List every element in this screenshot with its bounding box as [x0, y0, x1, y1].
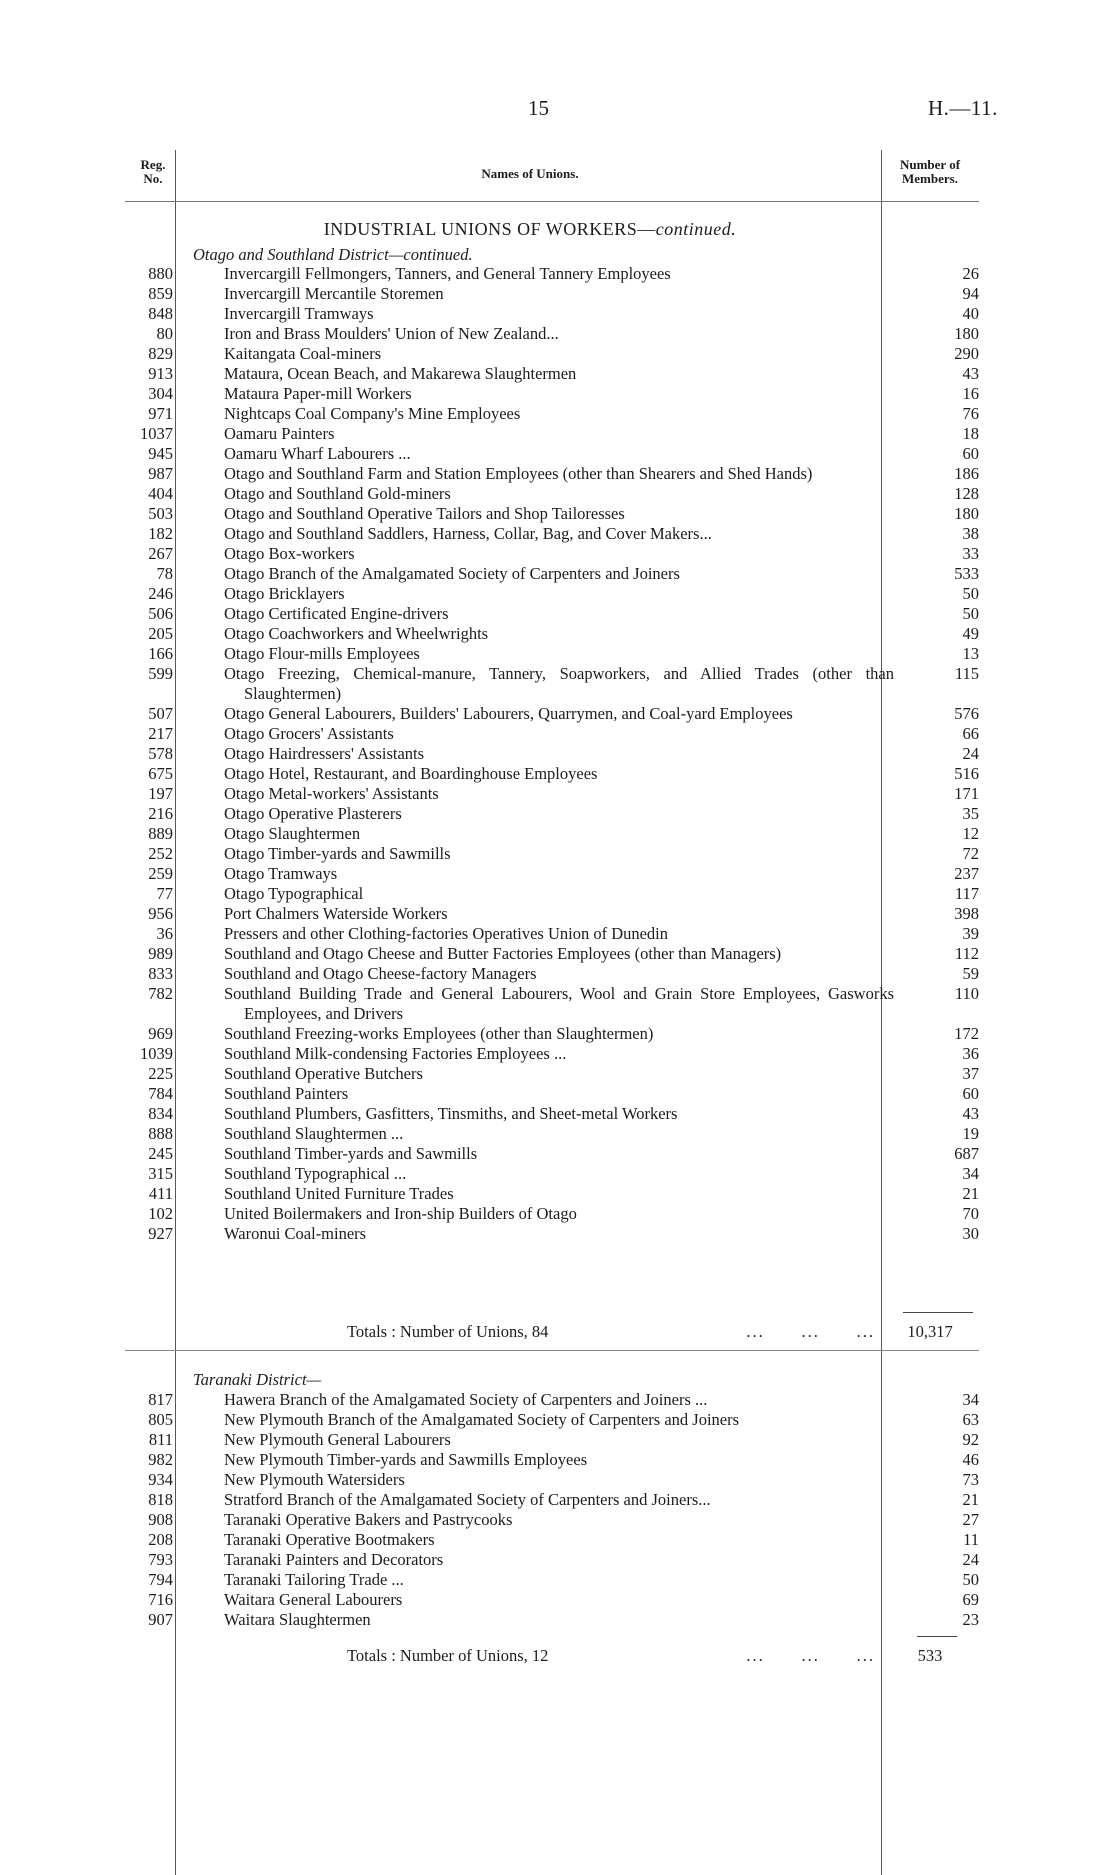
- reg-number: 913: [148, 364, 173, 383]
- reg-number: 969: [148, 1024, 173, 1043]
- table-row: [125, 624, 979, 644]
- table-row: [125, 924, 979, 944]
- member-count: 43: [962, 1104, 979, 1123]
- totals-count: 10,317: [907, 1322, 953, 1341]
- table-row: [125, 1390, 979, 1410]
- union-name: Otago Certificated Engine-drivers: [224, 604, 449, 623]
- reg-number: 578: [148, 744, 173, 763]
- reg-number: 782: [148, 984, 173, 1003]
- reg-number: 259: [148, 864, 173, 883]
- column-header-reg: Reg. No.: [140, 157, 166, 186]
- union-name: Taranaki Operative Bakers and Pastrycooks: [224, 1510, 513, 1529]
- union-name: Otago Box-workers: [224, 544, 355, 563]
- header-rule: [125, 201, 979, 202]
- reg-number: 404: [148, 484, 173, 503]
- table-row: [125, 824, 979, 844]
- table-row: [125, 864, 979, 884]
- member-count: 23: [962, 1610, 979, 1629]
- table-row: [125, 264, 979, 284]
- union-name: Otago Coachworkers and Wheelwrights: [224, 624, 489, 643]
- table-row: [125, 424, 979, 444]
- union-name: Waitara Slaughtermen: [224, 1610, 371, 1629]
- member-count: 18: [962, 424, 979, 443]
- reg-number: 36: [156, 924, 173, 943]
- union-name: Iron and Brass Moulders' Union of New Zealand...: [224, 324, 559, 343]
- union-name: Southland Typographical ...: [224, 1164, 407, 1183]
- member-count: 37: [962, 1064, 979, 1083]
- reg-number: 503: [148, 504, 173, 523]
- table-row: [125, 964, 979, 984]
- union-name: Southland Plumbers, Gasfitters, Tinsmiths, and Sheet-metal Workers: [224, 1104, 678, 1123]
- table-row: [125, 704, 979, 724]
- table-row: [125, 1470, 979, 1490]
- union-name: Invercargill Tramways: [224, 304, 374, 323]
- union-name: Mataura Paper-mill Workers: [224, 384, 412, 403]
- member-count: 11: [963, 1530, 979, 1549]
- member-count: 63: [962, 1410, 979, 1429]
- union-name: Invercargill Mercantile Storemen: [224, 284, 444, 303]
- reg-number: 216: [148, 804, 173, 823]
- member-count: 687: [954, 1144, 979, 1163]
- leader-dots: ... ... ...: [746, 1646, 875, 1665]
- member-count: 92: [962, 1430, 979, 1449]
- page-header: [0, 96, 1114, 122]
- table-row: [125, 764, 979, 784]
- member-count: 115: [954, 664, 979, 683]
- table-row: [125, 724, 979, 744]
- union-name: Otago Freezing, Chemical-manure, Tannery, Soapworkers, and Allied Trades (other than Slaughtermen): [224, 664, 894, 703]
- section-title: INDUSTRIAL UNIONS OF WORKERS—continued.: [323, 219, 737, 239]
- reg-number: 848: [148, 304, 173, 323]
- union-name: Oamaru Painters: [224, 424, 335, 443]
- member-count: 60: [962, 444, 979, 463]
- member-count: 24: [962, 1550, 979, 1569]
- reg-number: 971: [148, 404, 173, 423]
- reg-number: 166: [148, 644, 173, 663]
- member-count: 21: [962, 1184, 979, 1203]
- reg-number: 793: [148, 1550, 173, 1569]
- table-row: [125, 484, 979, 504]
- union-name: Southland Operative Butchers: [224, 1064, 423, 1083]
- union-name: Southland and Otago Cheese-factory Managers: [224, 964, 537, 983]
- table-row: [125, 524, 979, 544]
- table-row: [125, 324, 979, 344]
- member-count: 19: [962, 1124, 979, 1143]
- union-name: New Plymouth General Labourers: [224, 1430, 451, 1449]
- table-row: [125, 1550, 979, 1570]
- column-header-names: Names of Unions.: [481, 166, 579, 181]
- member-count: 59: [962, 964, 979, 983]
- table-row: [125, 544, 979, 564]
- table-row: [125, 1590, 979, 1610]
- reg-number: 908: [148, 1510, 173, 1529]
- union-name: Southland Milk-condensing Factories Employees ...: [224, 1044, 567, 1063]
- reg-number: 833: [148, 964, 173, 983]
- table-row: [125, 344, 979, 364]
- table-row: [125, 1144, 979, 1164]
- table-row: [125, 1450, 979, 1470]
- section-rule: [125, 1350, 979, 1351]
- reg-number: 217: [148, 724, 173, 743]
- reg-number: 102: [148, 1204, 173, 1223]
- union-name: Waitara General Labourers: [224, 1590, 403, 1609]
- member-count: 26: [962, 264, 979, 283]
- reg-number: 78: [156, 564, 173, 583]
- table-row: [125, 884, 979, 904]
- table-row: [125, 1610, 979, 1630]
- member-count: 60: [962, 1084, 979, 1103]
- member-count: 40: [962, 304, 979, 323]
- table-row: [125, 284, 979, 304]
- reg-number: 182: [148, 524, 173, 543]
- table-row: [125, 404, 979, 424]
- union-name: Southland Slaughtermen ...: [224, 1124, 404, 1143]
- reg-number: 225: [148, 1064, 173, 1083]
- reg-number: 888: [148, 1124, 173, 1143]
- member-count: 33: [962, 544, 979, 563]
- reg-number: 982: [148, 1450, 173, 1469]
- reg-number: 1039: [140, 1044, 173, 1063]
- reg-number: 889: [148, 824, 173, 843]
- member-count: 112: [954, 944, 979, 963]
- member-count: 70: [962, 1204, 979, 1223]
- reg-number: 716: [148, 1590, 173, 1609]
- union-name: Southland Freezing-works Employees (other than Slaughtermen): [224, 1024, 654, 1043]
- leader-dots: ... ... ...: [746, 1322, 875, 1341]
- table-row: [125, 384, 979, 404]
- member-count: 49: [962, 624, 979, 643]
- member-count: 34: [962, 1164, 979, 1183]
- union-name: Invercargill Fellmongers, Tanners, and General Tannery Employees: [224, 264, 671, 283]
- member-count: 38: [962, 524, 979, 543]
- table-row: [125, 844, 979, 864]
- member-count: 533: [954, 564, 979, 583]
- reg-number: 907: [148, 1610, 173, 1629]
- reg-number: 675: [148, 764, 173, 783]
- member-count: 171: [954, 784, 979, 803]
- table-row: [125, 464, 979, 484]
- reg-number: 829: [148, 344, 173, 363]
- totals-rule-otago: [903, 1312, 973, 1313]
- member-count: 94: [962, 284, 979, 303]
- member-count: 35: [962, 804, 979, 823]
- table-row: [125, 364, 979, 384]
- union-name: Otago Bricklayers: [224, 584, 345, 603]
- member-count: 30: [962, 1224, 979, 1243]
- totals-label: Totals : Number of Unions, 12: [347, 1646, 549, 1665]
- union-name: Taranaki Operative Bootmakers: [224, 1530, 435, 1549]
- member-count: 110: [954, 984, 979, 1003]
- reg-number: 245: [148, 1144, 173, 1163]
- reg-number: 989: [148, 944, 173, 963]
- union-name: Pressers and other Clothing-factories Operatives Union of Dunedin: [224, 924, 669, 943]
- member-count: 180: [954, 324, 979, 343]
- member-count: 398: [954, 904, 979, 923]
- totals-label: Totals : Number of Unions, 84: [347, 1322, 549, 1341]
- table-row: [125, 1064, 979, 1084]
- union-name: Mataura, Ocean Beach, and Makarewa Slaughtermen: [224, 364, 577, 383]
- reg-number: 1037: [140, 424, 173, 443]
- reg-number: 794: [148, 1570, 173, 1589]
- table-row: [125, 1124, 979, 1144]
- reg-number: 506: [148, 604, 173, 623]
- reg-number: 80: [156, 324, 173, 343]
- reg-number: 304: [148, 384, 173, 403]
- reg-number: 197: [148, 784, 173, 803]
- union-name: Otago and Southland Saddlers, Harness, Collar, Bag, and Cover Makers...: [224, 524, 712, 543]
- reg-number: 77: [156, 884, 173, 903]
- reg-number: 817: [148, 1390, 173, 1409]
- union-name: Otago Branch of the Amalgamated Society of Carpenters and Joiners: [224, 564, 680, 583]
- union-name: Southland Painters: [224, 1084, 349, 1103]
- document-reference: H.—11.: [928, 96, 998, 120]
- member-count: 72: [962, 844, 979, 863]
- member-count: 50: [962, 584, 979, 603]
- reg-number: 945: [148, 444, 173, 463]
- member-count: 69: [962, 1590, 979, 1609]
- union-name: Otago Slaughtermen: [224, 824, 361, 843]
- table-row: [125, 984, 979, 1024]
- table-row: [125, 1410, 979, 1430]
- reg-number: 811: [148, 1430, 173, 1449]
- column-header-members: Number of Members.: [899, 157, 961, 186]
- union-name: Southland Timber-yards and Sawmills: [224, 1144, 478, 1163]
- reg-number: 987: [148, 464, 173, 483]
- union-name: Otago Flour-mills Employees: [224, 644, 420, 663]
- union-name: Stratford Branch of the Amalgamated Society of Carpenters and Joiners...: [224, 1490, 711, 1509]
- union-name: New Plymouth Timber-yards and Sawmills Employees: [224, 1450, 588, 1469]
- member-count: 290: [954, 344, 979, 363]
- reg-number: 246: [148, 584, 173, 603]
- member-count: 516: [954, 764, 979, 783]
- member-count: 76: [962, 404, 979, 423]
- table-row: [125, 1024, 979, 1044]
- member-count: 50: [962, 1570, 979, 1589]
- member-count: 46: [962, 1450, 979, 1469]
- reg-number: 315: [148, 1164, 173, 1183]
- table-row: [125, 1164, 979, 1184]
- reg-number: 956: [148, 904, 173, 923]
- union-name: Otago Tramways: [224, 864, 338, 883]
- union-name: Oamaru Wharf Labourers ...: [224, 444, 411, 463]
- union-name: Nightcaps Coal Company's Mine Employees: [224, 404, 521, 423]
- table-row: [125, 444, 979, 464]
- totals-rule-taranaki: [917, 1636, 957, 1637]
- reg-number: 267: [148, 544, 173, 563]
- reg-number: 818: [148, 1490, 173, 1509]
- union-name: Taranaki Painters and Decorators: [224, 1550, 444, 1569]
- union-name: Taranaki Tailoring Trade ...: [224, 1570, 404, 1589]
- table-row: [125, 944, 979, 964]
- table-row: [125, 1204, 979, 1224]
- table-row: [125, 1570, 979, 1590]
- table-row: [125, 504, 979, 524]
- page-number: 15: [528, 96, 549, 120]
- member-count: 21: [962, 1490, 979, 1509]
- union-name: Southland and Otago Cheese and Butter Factories Employees (other than Managers): [224, 944, 782, 963]
- table-row: [125, 1490, 979, 1510]
- reg-number: 859: [148, 284, 173, 303]
- reg-number: 880: [148, 264, 173, 283]
- union-name: Otago General Labourers, Builders' Labourers, Quarrymen, and Coal-yard Employees: [224, 704, 793, 723]
- member-count: 237: [954, 864, 979, 883]
- member-count: 36: [962, 1044, 979, 1063]
- member-count: 12: [962, 824, 979, 843]
- member-count: 39: [962, 924, 979, 943]
- table-row: [125, 1510, 979, 1530]
- member-count: 128: [954, 484, 979, 503]
- table-row: [125, 604, 979, 624]
- reg-number: 834: [148, 1104, 173, 1123]
- member-count: 576: [954, 704, 979, 723]
- table-row: [125, 744, 979, 764]
- union-name: United Boilermakers and Iron-ship Builders of Otago: [224, 1204, 577, 1223]
- table-row: [125, 564, 979, 584]
- taranaki-rows: [125, 1390, 979, 1630]
- reg-number: 208: [148, 1530, 173, 1549]
- table-row: [125, 644, 979, 664]
- reg-number: 927: [148, 1224, 173, 1243]
- table-row: [125, 584, 979, 604]
- table-row: [125, 1184, 979, 1204]
- union-name: Otago and Southland Gold-miners: [224, 484, 451, 503]
- section-title-continued: continued.: [655, 219, 737, 239]
- union-name: Kaitangata Coal-miners: [224, 344, 382, 363]
- union-name: Port Chalmers Waterside Workers: [224, 904, 448, 923]
- reg-number: 205: [148, 624, 173, 643]
- union-name: New Plymouth Watersiders: [224, 1470, 405, 1489]
- reg-number: 252: [148, 844, 173, 863]
- district-heading-otago: Otago and Southland District—continued.: [193, 245, 473, 264]
- union-name: Otago Hotel, Restaurant, and Boardinghouse Employees: [224, 764, 598, 783]
- reg-number: 784: [148, 1084, 173, 1103]
- member-count: 50: [962, 604, 979, 623]
- union-name: Otago Operative Plasterers: [224, 804, 402, 823]
- member-count: 66: [962, 724, 979, 743]
- otago-rows: [125, 264, 979, 1244]
- member-count: 34: [962, 1390, 979, 1409]
- union-name: Otago Typographical: [224, 884, 364, 903]
- table-row: [125, 1044, 979, 1064]
- union-name: Otago Grocers' Assistants: [224, 724, 394, 743]
- reg-number: 934: [148, 1470, 173, 1489]
- table-row: [125, 304, 979, 324]
- member-count: 186: [954, 464, 979, 483]
- reg-number: 507: [148, 704, 173, 723]
- table-row: [125, 804, 979, 824]
- table-row: [125, 904, 979, 924]
- reg-number: 411: [148, 1184, 173, 1203]
- member-count: 16: [962, 384, 979, 403]
- member-count: 24: [962, 744, 979, 763]
- union-name: Otago and Southland Operative Tailors and Shop Tailoresses: [224, 504, 625, 523]
- union-name: Otago Hairdressers' Assistants: [224, 744, 425, 763]
- member-count: 43: [962, 364, 979, 383]
- table-row: [125, 1084, 979, 1104]
- union-name: Waronui Coal-miners: [224, 1224, 367, 1243]
- member-count: 117: [954, 884, 979, 903]
- union-name: Southland United Furniture Trades: [224, 1184, 454, 1203]
- table-row: [125, 784, 979, 804]
- union-name: Hawera Branch of the Amalgamated Society of Carpenters and Joiners ...: [224, 1390, 708, 1409]
- union-name: Otago Metal-workers' Assistants: [224, 784, 439, 803]
- union-name: New Plymouth Branch of the Amalgamated Society of Carpenters and Joiners: [224, 1410, 740, 1429]
- member-count: 172: [954, 1024, 979, 1043]
- table-row: [125, 664, 979, 704]
- member-count: 73: [962, 1470, 979, 1489]
- reg-number: 599: [148, 664, 173, 683]
- table-row: [125, 1530, 979, 1550]
- table-row: [125, 1224, 979, 1244]
- table-row: [125, 1430, 979, 1450]
- member-count: 13: [962, 644, 979, 663]
- member-count: 27: [962, 1510, 979, 1529]
- table-row: [125, 1104, 979, 1124]
- district-heading-taranaki: Taranaki District—: [193, 1370, 322, 1389]
- totals-count: 533: [917, 1646, 943, 1665]
- union-name: Otago and Southland Farm and Station Employees (other than Shearers and Shed Hands): [224, 464, 813, 483]
- reg-number: 805: [148, 1410, 173, 1429]
- member-count: 180: [954, 504, 979, 523]
- union-name: Southland Building Trade and General Labourers, Wool and Grain Store Employees, Gasworks Employees, and Drivers: [224, 984, 894, 1023]
- union-name: Otago Timber-yards and Sawmills: [224, 844, 451, 863]
